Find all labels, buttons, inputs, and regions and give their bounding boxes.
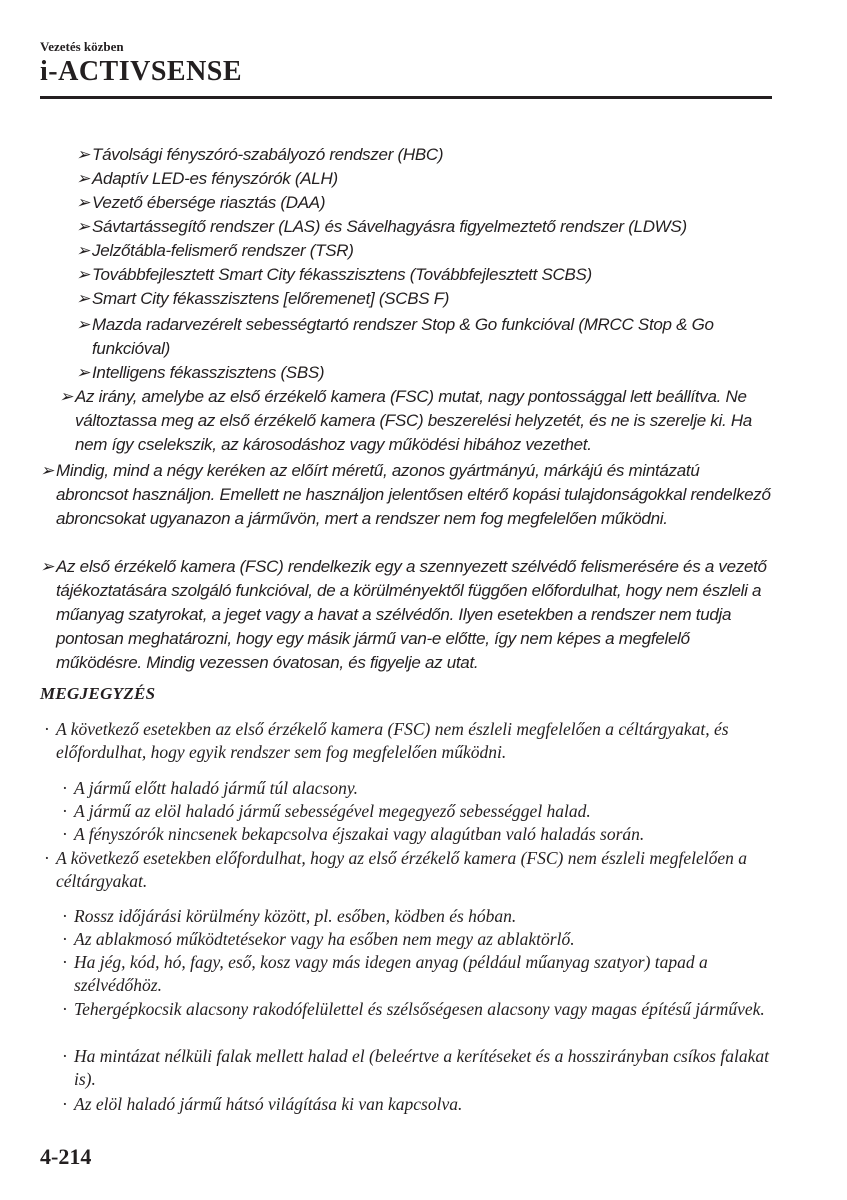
dot-bullet-icon: · <box>62 906 68 926</box>
arrowhead-bullet-icon: ➢ <box>76 289 90 308</box>
warning-list-item: ➢ Továbbfejlesztett Smart City fékasszisztens (Továbbfejlesztett SCBS) <box>92 263 752 287</box>
warning-list-item: ➢ Mazda radarvezérelt sebességtartó rendszer Stop & Go funkcióval (MRCC Stop & Go funkcióval) <box>76 315 714 358</box>
note-item: · A következő esetekben az első érzékelő kamera (FSC) nem észleli megfelelően a céltárgyakat, és előfordulhat, hogy egyik rendszer sem fog megfelelően működni. <box>44 719 729 762</box>
dot-bullet-icon: · <box>62 801 68 821</box>
warning-list-item: ➢ Intelligens fékasszisztens (SBS) <box>92 361 752 385</box>
dot-bullet-icon: · <box>62 1094 68 1114</box>
note-sub-item: · Ha jég, kód, hó, fagy, eső, kosz vagy más idegen anyag (például műanyag szatyor) tapad a szélvédőhöz. <box>62 952 708 995</box>
note-sub-item: · A jármű az elöl haladó jármű sebességével megegyező sebességgel halad. <box>62 801 591 821</box>
arrowhead-bullet-icon: ➢ <box>76 265 90 284</box>
note-item: · A következő esetekben előfordulhat, hogy az első érzékelő kamera (FSC) nem észleli megfelelően a céltárgyakat. <box>44 848 748 891</box>
warning-list-item: ➢ Távolsági fényszóró-szabályozó rendszer (HBC) <box>92 143 752 167</box>
warning-camera-angle: ➢ Az irány, amelybe az első érzékelő kamera (FSC) mutat, nagy pontossággal lett beállítva. Ne változtassa meg az első érzékelő kamera (FSC) beszerelési helyzetét, és ne is szerelje ki. Ha nem így cselekszik, az károsodáshoz vagy működési hibához vezethet. <box>59 387 752 454</box>
dot-bullet-icon: · <box>62 952 68 972</box>
warning-list-item: ➢ Sávtartássegítő rendszer (LAS) és Sávelhagyásra figyelmeztető rendszer (LDWS) <box>92 215 762 239</box>
note-sub-item: · Tehergépkocsik alacsony rakodófelülettel és szélsőségesen alacsony vagy magas építésű járművek. <box>62 999 765 1019</box>
note-sub-item: · Ha mintázat nélküli falak mellett halad el (beleértve a kerítéseket és a hosszirányban csíkos falakat is). <box>62 1046 769 1089</box>
arrowhead-bullet-icon: ➢ <box>76 145 90 164</box>
dot-bullet-icon: · <box>62 999 68 1019</box>
warning-windshield: ➢ Az első érzékelő kamera (FSC) rendelkezik egy a szennyezett szélvédő felismerésére és a vezető tájékoztatására szolgáló funkcióval, de a körülményektől függően előfordulhat, hogy nem észleli a műanyag szatyrokat, a jeget vagy a havat a szélvédőn. Ilyen esetekben a rendszer nem tudja pontosan meghatározni, hogy egy másik jármű van-e előtte, így nem képes a megfelelő működésre. Mindig vezessen óvatosan, és figyelje az utat. <box>40 557 767 672</box>
note-sub-item: · Az elöl haladó jármű hátsó világítása ki van kapcsolva. <box>62 1094 463 1114</box>
note-sub-item: · Az ablakmosó működtetésekor vagy ha esőben nem megy az ablaktörlő. <box>62 929 575 949</box>
dot-bullet-icon: · <box>44 719 50 739</box>
warning-list-item: ➢ Jelzőtábla-felismerő rendszer (TSR) <box>92 239 752 263</box>
dot-bullet-icon: · <box>62 929 68 949</box>
arrowhead-bullet-icon: ➢ <box>40 461 54 480</box>
arrowhead-bullet-icon: ➢ <box>76 169 90 188</box>
dot-bullet-icon: · <box>44 848 50 868</box>
dot-bullet-icon: · <box>62 778 68 798</box>
arrowhead-bullet-icon: ➢ <box>76 315 90 334</box>
page-number: 4-214 <box>40 1144 92 1169</box>
arrowhead-bullet-icon: ➢ <box>76 193 90 212</box>
warning-list-item: ➢ Adaptív LED-es fényszórók (ALH) <box>92 167 752 191</box>
header-divider <box>40 96 772 99</box>
warning-list-item: ➢ Vezető ébersége riasztás (DAA) <box>92 191 752 215</box>
arrowhead-bullet-icon: ➢ <box>76 363 90 382</box>
warning-list-item: ➢ Smart City fékasszisztens [előremenet] (SCBS F) <box>92 287 752 311</box>
page-title: i-ACTIVSENSE <box>40 56 243 87</box>
note-sub-item: · A fényszórók nincsenek bekapcsolva éjszakai vagy alagútban való haladás során. <box>62 824 645 844</box>
dot-bullet-icon: · <box>62 824 68 844</box>
warning-tires: ➢ Mindig, mind a négy keréken az előírt méretű, azonos gyártmányú, márkájú és mintázatú abroncsot használjon. Emellett ne használjon jelentősen eltérő kopási tulajdonságokkal rendelkező abroncsokat ugyanazon a járművön, mert a rendszer nem fog megfelelően működni. <box>40 461 771 528</box>
note-sub-item: · A jármű előtt haladó jármű túl alacsony. <box>62 778 359 798</box>
arrowhead-bullet-icon: ➢ <box>59 387 73 406</box>
section-label: Vezetés közben <box>40 39 124 54</box>
note-title: MEGJEGYZÉS <box>40 684 156 703</box>
note-sub-item: · Rossz időjárási körülmény között, pl. esőben, ködben és hóban. <box>62 906 517 926</box>
dot-bullet-icon: · <box>62 1046 68 1066</box>
arrowhead-bullet-icon: ➢ <box>40 557 54 576</box>
arrowhead-bullet-icon: ➢ <box>76 241 90 260</box>
arrowhead-bullet-icon: ➢ <box>76 217 90 236</box>
